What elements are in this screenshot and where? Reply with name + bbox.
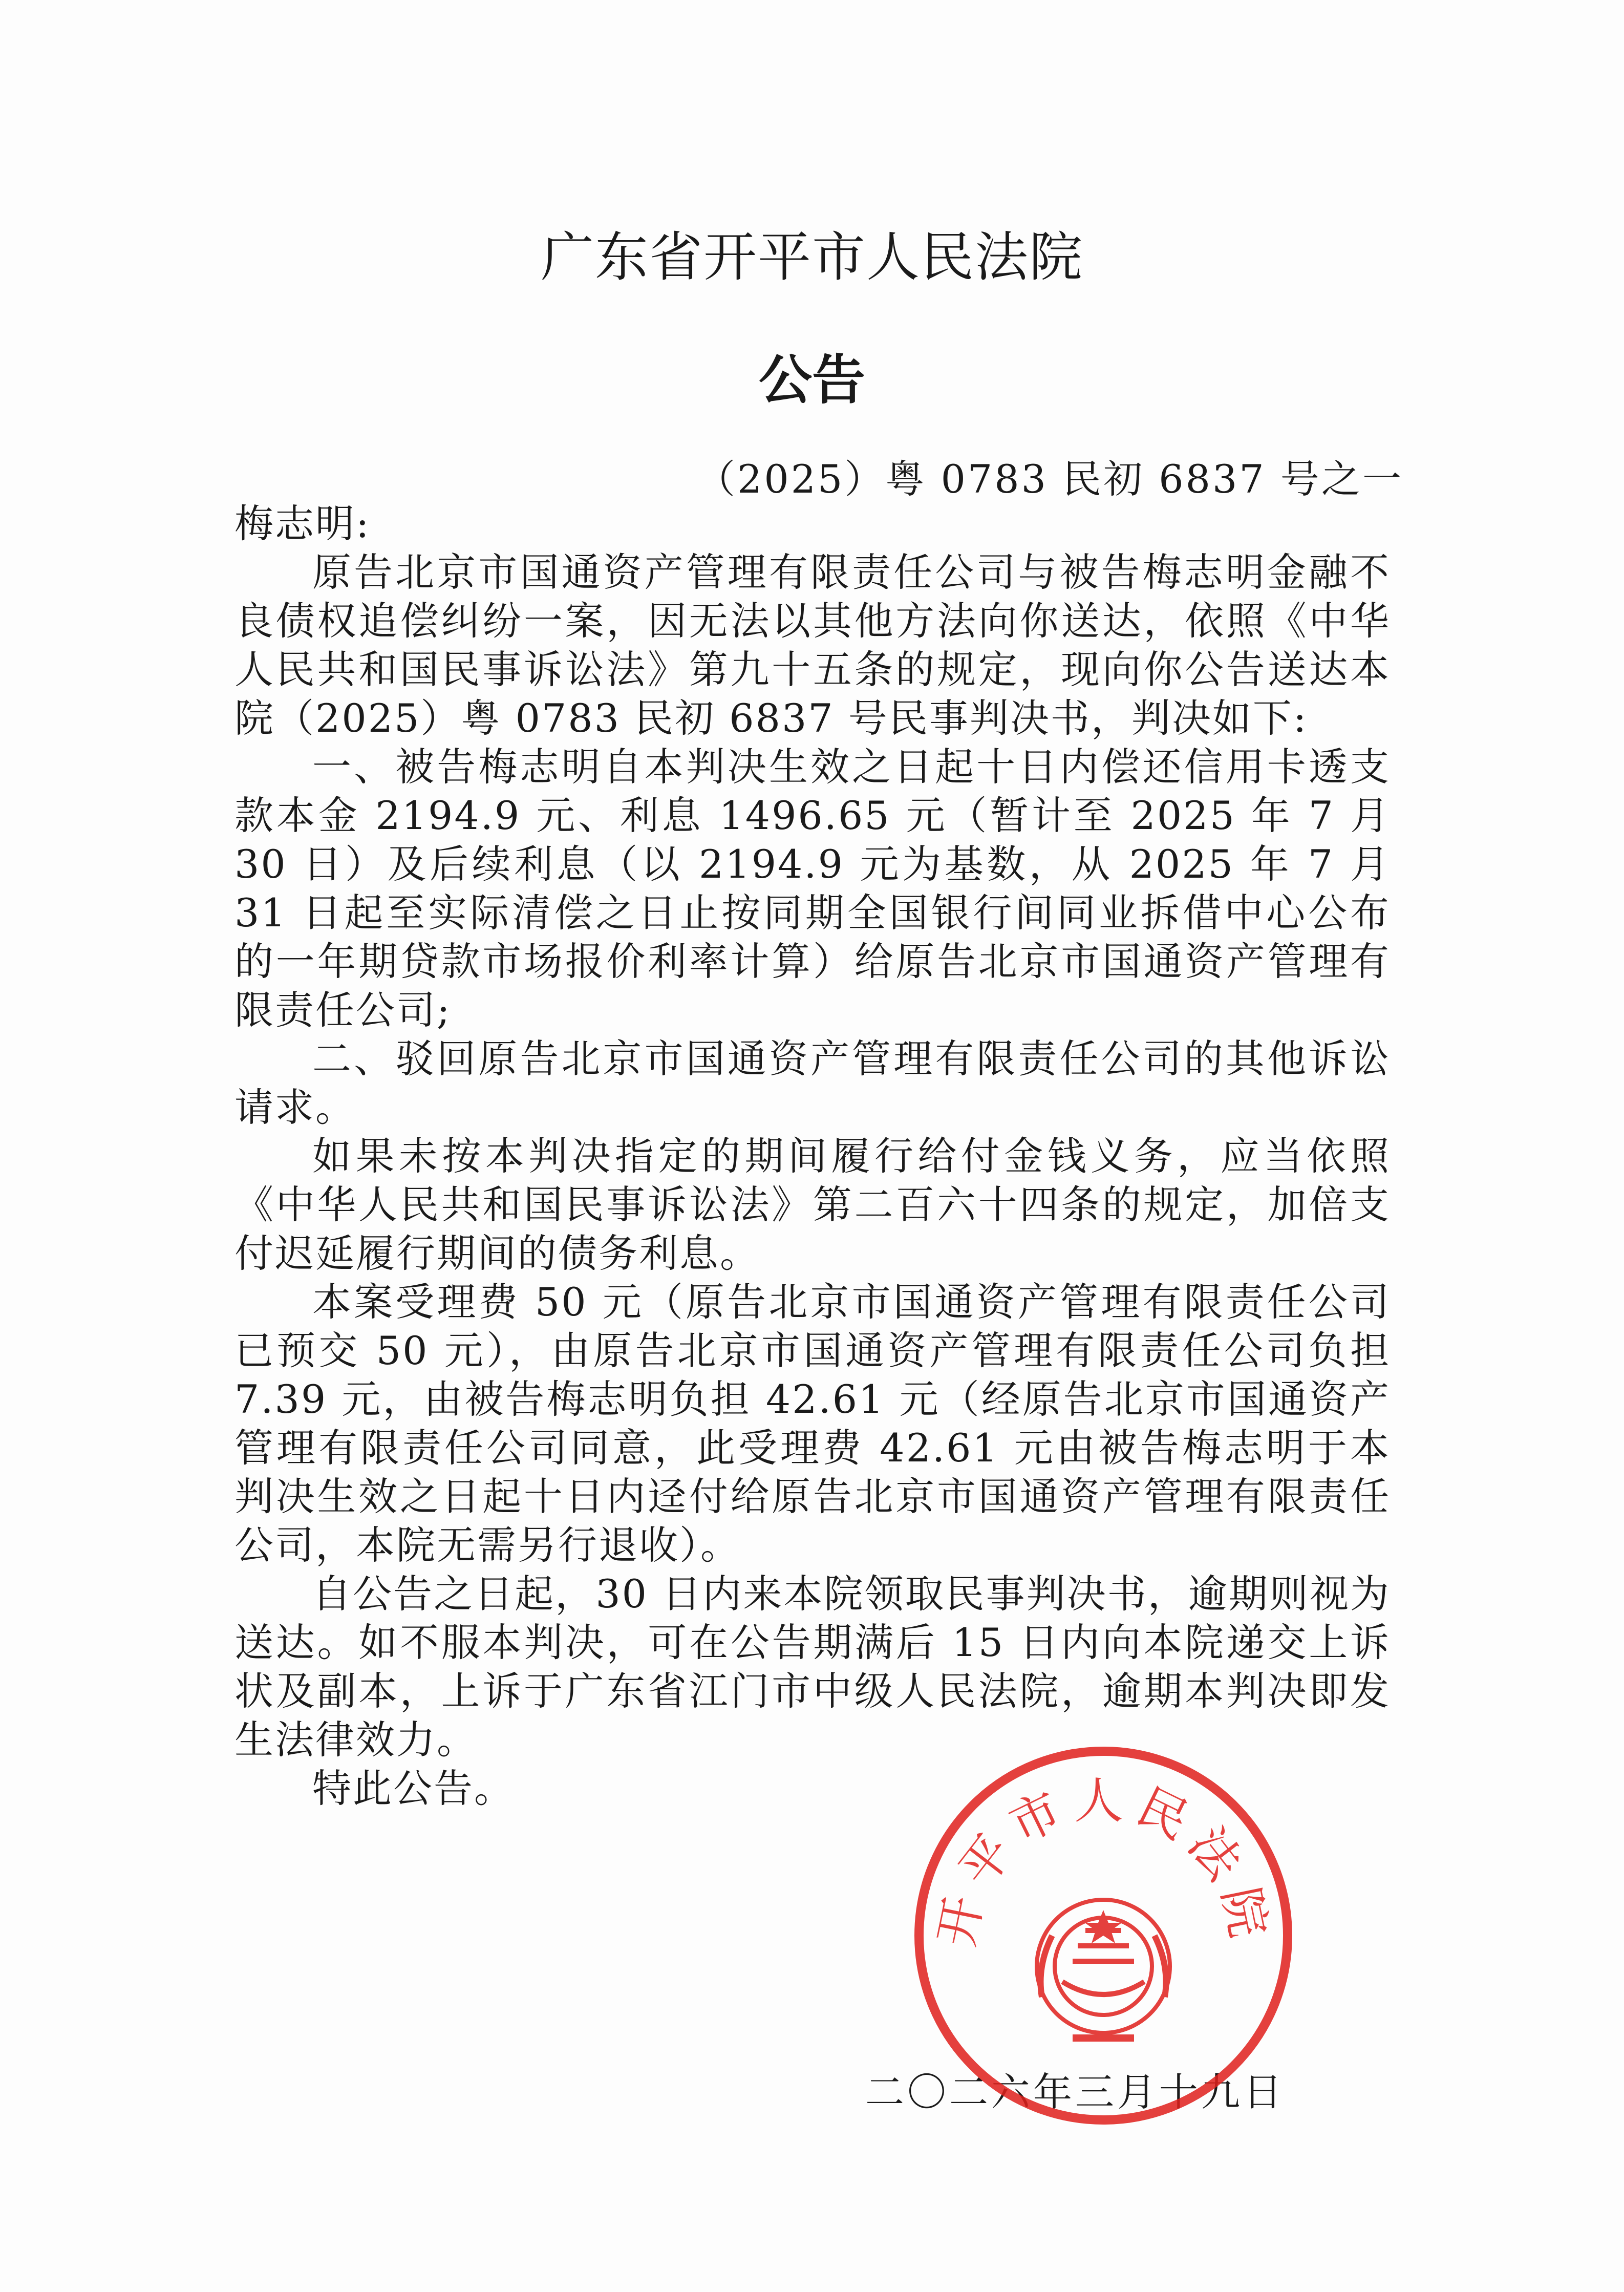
paragraph-appeal: 自公告之日起，30 日内来本院领取民事判决书，逾期则视为送达。如不服本判决，可在公告期满后 15 日内向本院递交上诉状及副本，上诉于广东省江门市中级人民法院，逾期本判决即发生法律效力。 bbox=[234, 1571, 1391, 1763]
seal-text: 开平市人民法院 bbox=[927, 1772, 1279, 1951]
court-seal-icon bbox=[909, 1741, 1298, 2130]
court-name: 广东省开平市人民法院 bbox=[540, 226, 1083, 288]
notice-date: 二〇二六年三月十九日 bbox=[865, 2069, 1285, 2115]
paragraph-judgment-item-2: 二、驳回原告北京市国通资产管理有限责任公司的其他诉讼请求。 bbox=[234, 1036, 1391, 1130]
national-emblem-icon bbox=[1037, 1900, 1170, 2038]
salutation: 梅志明: bbox=[234, 501, 371, 546]
paragraph-judgment-item-1: 一、被告梅志明自本判决生效之日起十日内偿还信用卡透支款本金 2194.9 元、利息 1496.65 元（暂计至 2025 年 7 月 30 日）及后续利息（以 2194.9 元为基数，从 2025 年 7 月 31 日起至实际清偿之日止按同期全国银行间同业拆借中心公布的一年期贷款市场报价利率计算）给原告北京市国通资产管理有限责任公司; bbox=[234, 744, 1391, 1033]
doc-title: 公告 bbox=[758, 349, 865, 411]
notice-body bbox=[234, 499, 1391, 1813]
case-number: （2025）粤 0783 民初 6837 号之一 bbox=[696, 456, 1403, 502]
paragraph-late-interest: 如果未按本判决指定的期间履行给付金钱义务，应当依照《中华人民共和国民事诉讼法》第二百六十四条的规定，加倍支付迟延履行期间的债务利息。 bbox=[234, 1133, 1391, 1276]
paragraph-court-fee: 本案受理费 50 元（原告北京市国通资产管理有限责任公司已预交 50 元），由原告北京市国通资产管理有限责任公司负担 7.39 元，由被告梅志明负担 42.61 元（经原告北京市国通资产管理有限责任公司同意，此受理费 42.61 元由被告梅志明于本判决生效之日起十日内迳付给原告北京市国通资产管理有限责任公司，本院无需另行退收）。 bbox=[234, 1279, 1391, 1568]
paragraph-closing: 特此公告。 bbox=[312, 1766, 515, 1811]
paragraph-intro: 原告北京市国通资产管理有限责任公司与被告梅志明金融不良债权追偿纠纷一案，因无法以其他方法向你送达，依照《中华人民共和国民事诉讼法》第九十五条的规定，现向你公告送达本院（2025）粤 0783 民初 6837 号民事判决书，判决如下: bbox=[234, 549, 1391, 741]
